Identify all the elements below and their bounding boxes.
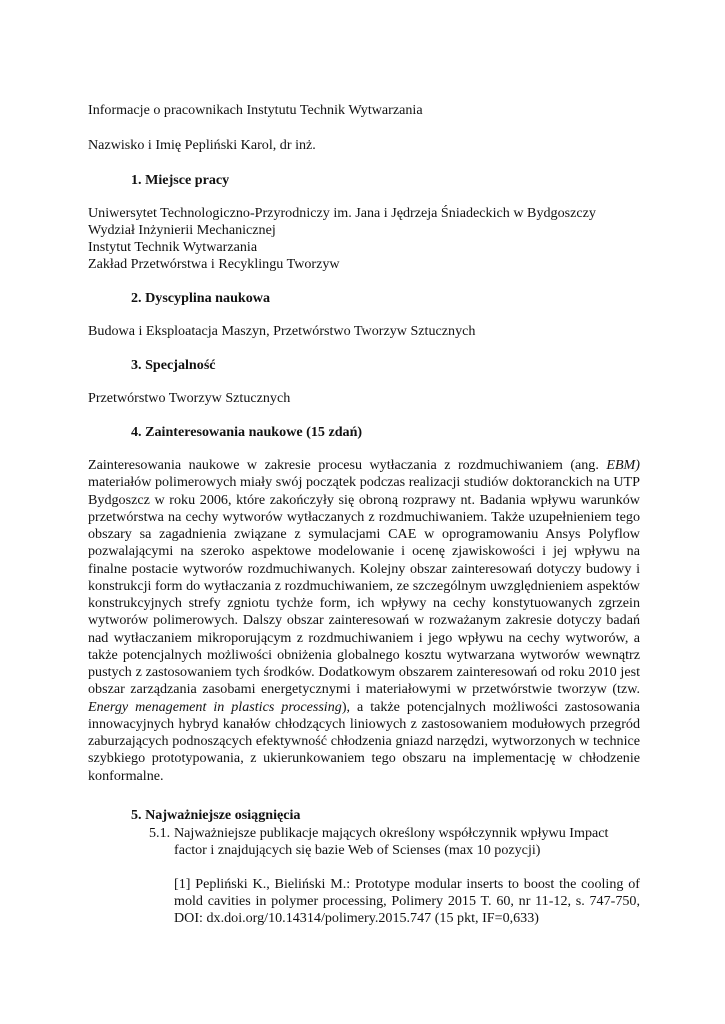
document-title: Informacje o pracownikach Instytutu Technik Wytwarzania <box>88 102 423 118</box>
paragraph-text: Zainteresowania naukowe w zakresie procesu wytłaczania z rozdmuchiwaniem (ang. <box>88 457 607 473</box>
section-3-heading: 3. Specjalność <box>131 357 216 373</box>
paragraph-emphasis: Energy menagement in plastics processing <box>88 698 342 715</box>
section-5-heading: 5. Najważniejsze osiągnięcia <box>131 807 301 823</box>
name-line: Nazwisko i Imię Pepliński Karol, dr inż. <box>88 137 316 153</box>
discipline-text: Budowa i Eksploatacja Maszyn, Przetwórstwo Tworzyw Sztucznych <box>88 323 476 339</box>
workplace-line: Uniwersytet Technologiczno-Przyrodniczy im. Jana i Jędrzeja Śniadeckich w Bydgoszczy <box>88 205 596 221</box>
reference-entry: [1] Pepliński K., Bieliński M.: Prototype modular inserts to boost the cooling of mold cavities in polymer processing, Polimery 2015 T. 60, nr 11-12, s. 747-750, DOI: dx.doi.org/10.14314/polimery.2015.747 (15 pkt, IF=0,633) <box>174 876 640 926</box>
workplace-line: Wydział Inżynierii Mechanicznej <box>88 222 276 238</box>
subsection-number: 5.1. <box>149 825 171 841</box>
section-4-heading: 4. Zainteresowania naukowe (15 zdań) <box>131 424 363 440</box>
subsection-description: Najważniejsze publikacje mających określony współczynnik wpływu Impact factor i znajdujących się bazie Web of Scienses (max 10 pozycji) <box>174 825 609 858</box>
section-2-heading: 2. Dyscyplina naukowa <box>131 290 271 306</box>
paragraph-emphasis: EBM) <box>606 457 640 473</box>
paragraph-text: materiałów polimerowych miały swój początek podczas realizacji studiów doktoranckich na UTP Bydgoszcz w roku 2006, które zakończyły się obroną rozprawy nt. Badania wpływu warunków przetwórstwa na cechy wytworów wytłaczanych z rozdmuchiwaniem. Także uzupełnieniem tego obszary sa zagadnienia związane z symulacjami CAE w oprogramowaniu Ansys Polyflow pozwalającymi na szeroko aspektowe modelowanie i ocenę zjawiskowości i jej wpływu na finalne postacie wytworów rozdmuchiwanych. Kolejny obszar zainteresowań dotyczy budowy i konstrukcji form do wytłaczania z rozdmuchiwaniem, ze szczególnym uwzględnieniem aspektów konstrukcyjnych strefy zgniotu tychże form, ich wpływy na cechy konstytuowanych zgrzein wytworów polimerowych. Dalszy obszar zainteresowań w rozważanym zakresie dotyczy badań nad wytłaczaniem mikroporującym z rozdmuchiwaniem i jego wpływu na cechy wytworów, a także potencjalnych możliwości obniżenia globalnego kosztu wytwarzana wytworów wewnątrz pustych z zastosowaniem tych środków. Dodatkowym obszarem zainteresowań od roku 2010 jest obszar zarządzania zasobami energetycznymi i materiałowymi w przetwórstwie tworzyw (tzw. <box>88 474 640 698</box>
research-interests-paragraph <box>88 457 640 785</box>
workplace-line: Zakład Przetwórstwa i Recyklingu Tworzyw <box>88 256 340 272</box>
subsection-text <box>174 825 640 859</box>
section-1-heading: 1. Miejsce pracy <box>131 172 230 188</box>
workplace-line: Instytut Technik Wytwarzania <box>88 239 258 255</box>
paragraph-text: ), a także potencjalnych możliwości zastosowania innowacyjnych hybryd kanałów chłodzących liniowych z zastosowaniem modułowych przegród zaburzających podnoszących efektywność chłodzenia gniazd narzędzi, wytworzonych w technice szybkiego prototypowania, z ukierunkowaniem tego obszaru na implementację w chłodzenie konformalne. <box>88 698 640 784</box>
specialty-text: Przetwórstwo Tworzyw Sztucznych <box>88 390 291 406</box>
